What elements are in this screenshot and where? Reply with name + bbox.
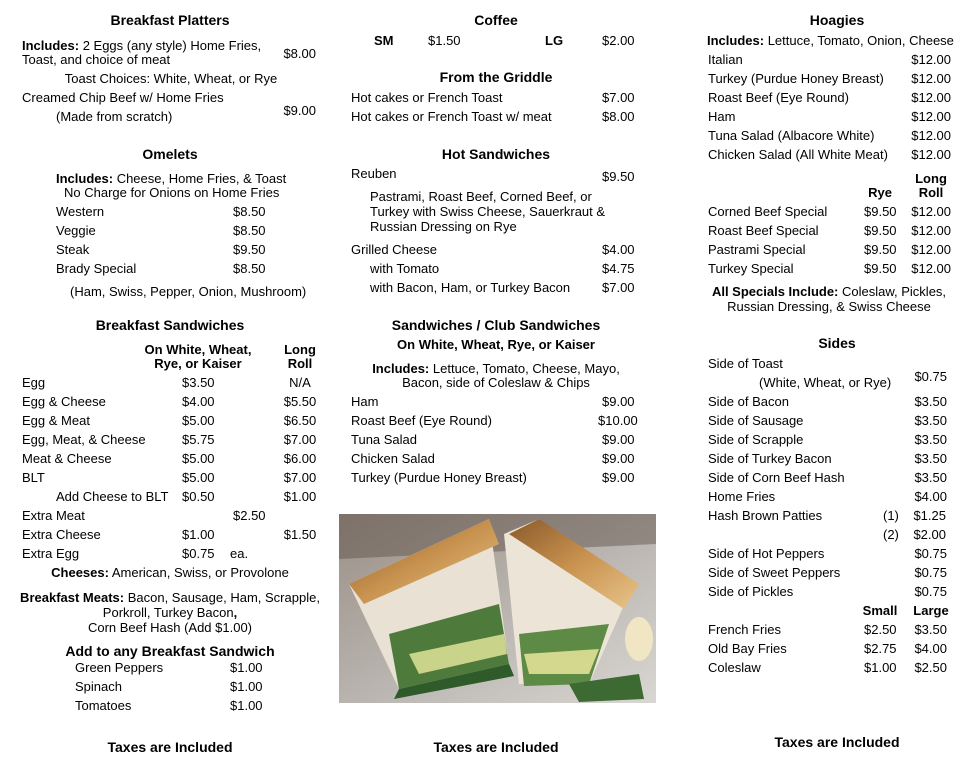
hoagie-name: Turkey (Purdue Honey Breast) (708, 71, 884, 86)
hash-brown-qty-2: (2) (883, 527, 899, 542)
platters-includes-text: 2 Eggs (any style) Home Fries, (79, 38, 262, 53)
coffee-small-label: SM (374, 33, 394, 48)
side-name: Home Fries (708, 489, 776, 504)
extra-cheese: Extra Cheese (22, 527, 101, 542)
special-name: Turkey Special (708, 261, 794, 276)
sized-side-large: $4.00 (914, 641, 947, 656)
brady-special-note: (Ham, Swiss, Pepper, Onion, Mushroom) (70, 284, 307, 299)
sized-side-name: French Fries (708, 622, 781, 637)
grilled-tomato-item: with Tomato (370, 261, 440, 276)
sized-col-large: Large (913, 603, 949, 618)
sandwich-name: Egg (22, 375, 46, 390)
cheeses-label: Cheeses: (51, 565, 109, 580)
club-item-price: $9.00 (602, 470, 635, 485)
side-price: $3.50 (914, 432, 947, 447)
breakfast-meats-line3: Corn Beef Hash (Add $1.00) (87, 620, 253, 635)
toast-choices: Toast Choices: White, Wheat, or Rye (64, 71, 278, 86)
taxes-note: Taxes are Included (433, 739, 559, 755)
hoagie-price: $12.00 (911, 147, 951, 162)
sandwich-price-long: $6.00 (283, 451, 317, 466)
club-includes-text: Lettuce, Tomato, Cheese, Mayo, (429, 361, 620, 376)
extra-egg-price: $0.75 (182, 546, 215, 561)
addon-price: $1.00 (230, 679, 263, 694)
add-to-sandwich-heading: Add to any Breakfast Sandwich (65, 643, 275, 659)
specials-col-long-1: Long (915, 171, 947, 186)
coffee-heading: Coffee (474, 12, 518, 28)
sandwich-price-long: $6.50 (283, 413, 317, 428)
grilled-cheese-item: Grilled Cheese (351, 242, 437, 257)
breakfast-meats-line2 (103, 605, 237, 620)
griddle-item-name: Hot cakes or French Toast (351, 90, 503, 105)
side-price: $3.50 (914, 470, 947, 485)
chip-beef-note: (Made from scratch) (56, 109, 173, 124)
addon-price: $1.00 (230, 698, 263, 713)
hash-brown-price-1: $1.25 (913, 508, 946, 523)
sandwich-price-regular: $5.00 (182, 451, 215, 466)
side-toast-price: $0.75 (914, 369, 947, 384)
special-name: Corned Beef Special (708, 204, 828, 219)
chip-beef-item: Creamed Chip Beef w/ Home Fries (22, 90, 224, 105)
hoagie-price: $12.00 (911, 90, 951, 105)
reuben-desc-3: Russian Dressing on Rye (370, 219, 517, 234)
sandwich-price-regular: $4.00 (182, 394, 215, 409)
special-price-long: $12.00 (911, 261, 951, 276)
griddle-item-price: $8.00 (602, 109, 635, 124)
sandwich-photo (339, 514, 656, 703)
hoagie-name: Chicken Salad (All White Meat) (708, 147, 888, 162)
breakfast-meats-line2-text: Porkroll, Turkey Bacon (102, 605, 234, 620)
special-price-rye: $9.50 (864, 204, 897, 219)
cheeses-text: American, Swiss, or Provolone (108, 565, 289, 580)
platters-price: $8.00 (283, 46, 316, 61)
club-item-name: Roast Beef (Eye Round) (351, 413, 492, 428)
specials-include-text: Coleslaw, Pickles, (838, 284, 947, 299)
chip-beef-price: $9.00 (283, 103, 316, 118)
hoagies-heading: Hoagies (809, 12, 865, 28)
reuben-desc-2: Turkey with Swiss Cheese, Sauerkraut & (370, 204, 606, 219)
add-cheese-blt: Add Cheese to BLT (56, 489, 169, 504)
hash-brown-qty-1: (1) (883, 508, 899, 523)
addon-name: Tomatoes (75, 698, 132, 713)
grilled-cheese-price: $4.00 (602, 242, 635, 257)
extra-cheese-price-long: $1.50 (283, 527, 317, 542)
club-item-price: $10.00 (598, 413, 638, 428)
club-includes-line2: Bacon, side of Coleslaw & Chips (402, 375, 590, 390)
hoagie-name: Tuna Salad (Albacore White) (708, 128, 875, 143)
extra-egg: Extra Egg (22, 546, 80, 561)
sized-side-small: $2.50 (864, 622, 897, 637)
hoagies-includes-label: Includes: (707, 33, 765, 48)
omelet-price: $8.50 (233, 204, 266, 219)
special-price-rye: $9.50 (864, 223, 897, 238)
specials-col-rye: Rye (868, 185, 892, 200)
club-sandwiches-heading: Sandwiches / Club Sandwiches (391, 317, 601, 333)
reuben-item: Reuben (351, 166, 397, 181)
sandwich-name: BLT (22, 470, 45, 485)
sandwich-name: Egg & Cheese (22, 394, 106, 409)
side-name: Side of Pickles (708, 584, 794, 599)
side-price: $3.50 (914, 413, 947, 428)
club-item-name: Tuna Salad (351, 432, 418, 447)
side-price: $0.75 (914, 565, 947, 580)
omelets-includes (56, 171, 286, 186)
breakfast-meats-label: Breakfast Meats: (20, 590, 125, 605)
side-price: $0.75 (914, 546, 947, 561)
hoagie-price: $12.00 (911, 52, 951, 67)
sandwich-col-regular-2: Rye, or Kaiser (154, 356, 242, 371)
special-price-rye: $9.50 (864, 242, 897, 257)
side-name: Side of Corn Beef Hash (708, 470, 845, 485)
sandwich-price-long: $7.00 (283, 470, 317, 485)
omelet-name: Steak (56, 242, 90, 257)
special-price-long: $12.00 (911, 242, 951, 257)
club-item-price: $9.00 (602, 394, 635, 409)
breakfast-platters-heading: Breakfast Platters (110, 12, 230, 28)
coffee-small-price: $1.50 (428, 33, 461, 48)
addon-name: Green Peppers (75, 660, 164, 675)
omelets-includes-label: Includes: (56, 171, 114, 186)
sized-side-name: Old Bay Fries (708, 641, 787, 656)
sandwich-col-long-2: Roll (287, 356, 313, 371)
breakfast-meats-line (20, 590, 320, 605)
omelet-price: $9.50 (233, 242, 266, 257)
breakfast-sandwiches-heading: Breakfast Sandwiches (95, 317, 245, 333)
club-item-name: Chicken Salad (351, 451, 435, 466)
sandwich-price-long: N/A (289, 375, 311, 390)
sized-side-small: $2.75 (864, 641, 897, 656)
add-cheese-price-long: $1.00 (283, 489, 317, 504)
special-price-rye: $9.50 (864, 261, 897, 276)
sandwich-name: Egg, Meat, & Cheese (22, 432, 146, 447)
extra-meat: Extra Meat (22, 508, 85, 523)
sandwich-price-regular: $5.75 (182, 432, 215, 447)
taxes-note: Taxes are Included (107, 739, 233, 755)
club-item-name: Turkey (Purdue Honey Breast) (351, 470, 527, 485)
sides-heading: Sides (818, 335, 856, 351)
addon-price: $1.00 (230, 660, 263, 675)
extra-meat-price: $2.50 (233, 508, 266, 523)
breakfast-meats-comma: , (233, 605, 238, 620)
sandwich-name: Egg & Meat (22, 413, 90, 428)
omelet-price: $8.50 (233, 223, 266, 238)
coffee-large-price: $2.00 (602, 33, 635, 48)
sized-side-large: $3.50 (914, 622, 947, 637)
hoagie-name: Ham (708, 109, 736, 124)
specials-include (712, 284, 946, 299)
sized-side-small: $1.00 (864, 660, 897, 675)
club-subtitle: On White, Wheat, Rye, or Kaiser (397, 337, 595, 352)
omelets-includes-text: Cheese, Home Fries, & Toast (113, 171, 287, 186)
omelet-price: $8.50 (233, 261, 266, 276)
sandwich-name: Meat & Cheese (22, 451, 112, 466)
omelets-heading: Omelets (142, 146, 198, 162)
sized-side-large: $2.50 (914, 660, 947, 675)
side-name: Side of Hot Peppers (708, 546, 825, 561)
sandwich-price-long: $5.50 (283, 394, 317, 409)
griddle-item-name: Hot cakes or French Toast w/ meat (351, 109, 552, 124)
specials-include-line2: Russian Dressing, & Swiss Cheese (727, 299, 931, 314)
coffee-large-label: LG (545, 33, 564, 48)
special-price-long: $12.00 (911, 223, 951, 238)
hoagies-includes-text: Lettuce, Tomato, Onion, Cheese (764, 33, 954, 48)
hot-sandwiches-heading: Hot Sandwiches (441, 146, 551, 162)
sandwich-price-long: $7.00 (283, 432, 317, 447)
club-item-price: $9.00 (602, 432, 635, 447)
side-price: $3.50 (914, 451, 947, 466)
club-includes (372, 361, 620, 376)
breakfast-meats-text: Bacon, Sausage, Ham, Scrapple, (124, 590, 320, 605)
platters-includes-line2: Toast, and choice of meat (22, 52, 171, 67)
omelet-name: Brady Special (56, 261, 137, 276)
sandwich-price-regular: $5.00 (182, 470, 215, 485)
side-name: Side of Turkey Bacon (708, 451, 832, 466)
special-name: Pastrami Special (708, 242, 806, 257)
sandwich-col-long-1: Long (284, 342, 316, 357)
specials-include-label: All Specials Include: (711, 284, 839, 299)
hoagie-name: Roast Beef (Eye Round) (708, 90, 849, 105)
omelets-no-charge: No Charge for Onions on Home Fries (64, 185, 280, 200)
taxes-note: Taxes are Included (774, 734, 900, 750)
omelet-name: Western (56, 204, 105, 219)
side-price: $3.50 (914, 394, 947, 409)
special-price-long: $12.00 (911, 204, 951, 219)
hoagie-name: Italian (708, 52, 743, 67)
hoagie-price: $12.00 (911, 128, 951, 143)
sized-side-name: Coleslaw (708, 660, 761, 675)
hoagie-price: $12.00 (911, 109, 951, 124)
add-cheese-price-regular: $0.50 (182, 489, 215, 504)
hoagie-price: $12.00 (911, 71, 951, 86)
platters-includes (22, 38, 261, 53)
club-includes-label: Includes: (372, 361, 430, 376)
side-price: $4.00 (914, 489, 947, 504)
hash-brown-patties: Hash Brown Patties (708, 508, 823, 523)
sandwich-price-regular: $5.00 (182, 413, 215, 428)
club-item-price: $9.00 (602, 451, 635, 466)
side-name: Side of Sausage (708, 413, 804, 428)
side-price: $0.75 (914, 584, 947, 599)
platters-includes-label: Includes: (22, 38, 80, 53)
side-toast: Side of Toast (708, 356, 783, 371)
omelet-name: Veggie (56, 223, 96, 238)
sized-col-small: Small (862, 603, 898, 618)
sandwich-price-regular: $3.50 (182, 375, 215, 390)
griddle-heading: From the Griddle (439, 69, 553, 85)
hoagies-includes (707, 33, 954, 48)
addon-name: Spinach (75, 679, 122, 694)
grilled-tomato-price: $4.75 (602, 261, 635, 276)
club-item-name: Ham (351, 394, 379, 409)
side-name: Side of Bacon (708, 394, 789, 409)
cheeses-line (51, 565, 289, 580)
reuben-price: $9.50 (602, 169, 635, 184)
grilled-bacon-price: $7.00 (602, 280, 635, 295)
grilled-bacon-item: with Bacon, Ham, or Turkey Bacon (370, 280, 571, 295)
specials-col-long-2: Roll (918, 185, 944, 200)
side-toast-note: (White, Wheat, or Rye) (759, 375, 892, 390)
extra-cheese-price-regular: $1.00 (182, 527, 215, 542)
griddle-item-price: $7.00 (602, 90, 635, 105)
side-name: Side of Scrapple (708, 432, 804, 447)
sandwich-col-regular-1: On White, Wheat, (144, 342, 252, 357)
reuben-desc-1: Pastrami, Roast Beef, Corned Beef, or (370, 189, 592, 204)
special-name: Roast Beef Special (708, 223, 819, 238)
hash-brown-price-2: $2.00 (913, 527, 946, 542)
extra-egg-unit: ea. (230, 546, 249, 561)
side-name: Side of Sweet Peppers (708, 565, 841, 580)
